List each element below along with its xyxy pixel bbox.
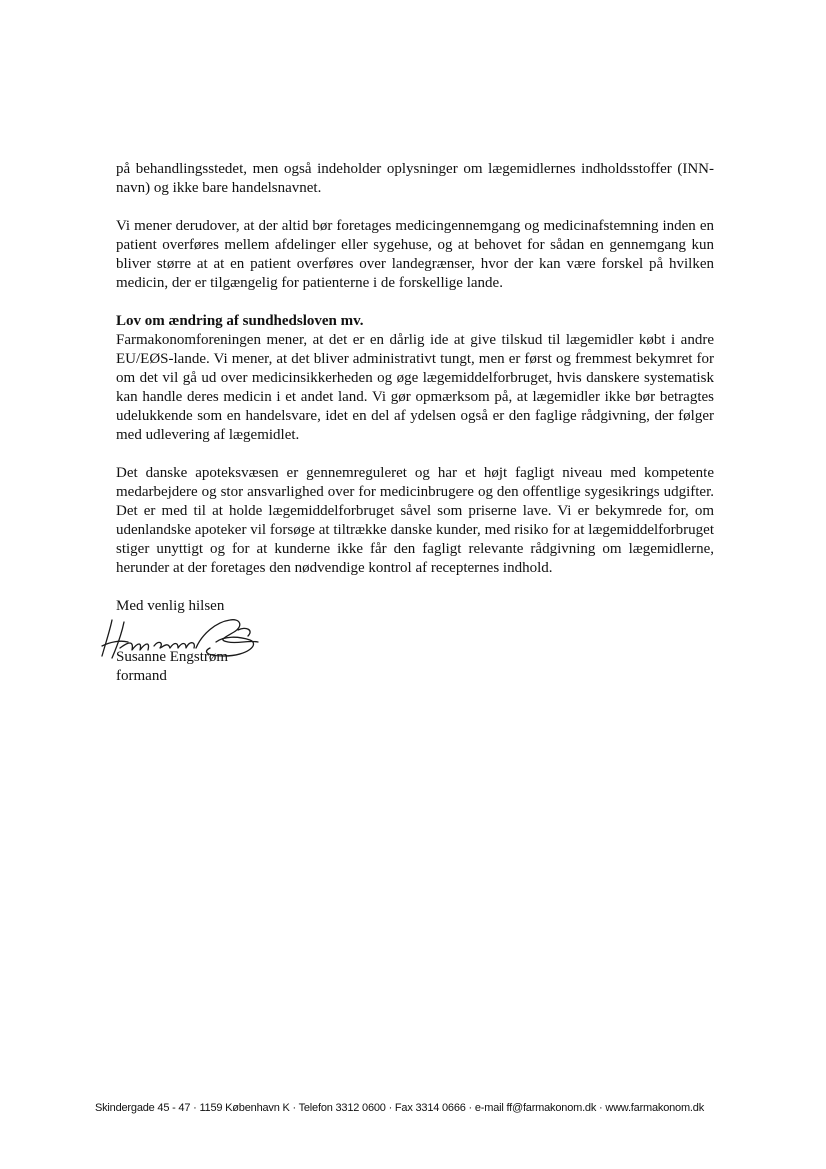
footer-contact-line: Skindergade 45 - 47 · 1159 København K · Telefon 3312 0600 · Fax 3314 0666 · e-mail ff@farmakonom.dk · www.farmakonom.dk bbox=[95, 1102, 705, 1114]
signatory-name: Susanne Engstrøm bbox=[116, 649, 229, 665]
paragraph-pharmacy-regulation: Det danske apoteksvæsen er gennemreguleret og har et højt fagligt niveau med kompetente medarbejdere og stor ansvarlighed over for medicinbrugere og den offentlige sygesikrings udgifter. Det er med til at holde lægemiddelforbruget såvel som priserne lave. Vi er bekymrede for, om udenlandske apoteker vil forsøge at tiltrække danske kunder, med risiko for at lægemiddelforbruget stiger unyttigt og for at kunderne ikke får den fagligt relevante rådgivning om lægemidlerne, herunder at der foretages den nødvendige kontrol af recepternes indhold. bbox=[116, 465, 714, 576]
paragraph-continuation: på behandlingsstedet, men også indeholder oplysninger om lægemidlernes indholdsstoffer (INN-navn) og ikke bare handelsnavnet. bbox=[116, 161, 714, 196]
signature-block bbox=[116, 618, 714, 684]
closing-salutation: Med venlig hilsen bbox=[116, 598, 225, 614]
paragraph-subsidy-opinion: Farmakonomforeningen mener, at det er en dårlig ide at give tilskud til lægemidler købt i andre EU/EØS-lande. Vi mener, at det bliver administrativt tungt, men er først og fremmest bekymret for om det vil gå ud over medicinsikkerheden og øge lægemiddelforbruget, hvis danskere systematisk kan handle deres medicin i et andet land. Vi gør opmærksom på, at lægemidler ikke bør betragtes udelukkende som en handelsvare, idet en del af ydelsen også er den faglige rådgivning, der følger med udlevering af lægemidlet. bbox=[116, 332, 714, 443]
paragraph-medication-review: Vi mener derudover, at der altid bør foretages medicingennemgang og medicinafstemning inden en patient overføres mellem afdelinger eller sygehuse, og at behovet for sådan en gennemgang kun bliver større at at en patient overføres over landegrænser, hvor der kan være forskel på hvilken medicin, der er tilgængelig for patienterne i de forskellige lande. bbox=[116, 218, 714, 291]
letter-body bbox=[116, 160, 714, 684]
signatory-title: formand bbox=[116, 668, 167, 684]
section-heading: Lov om ændring af sundhedsloven mv. bbox=[116, 313, 364, 329]
